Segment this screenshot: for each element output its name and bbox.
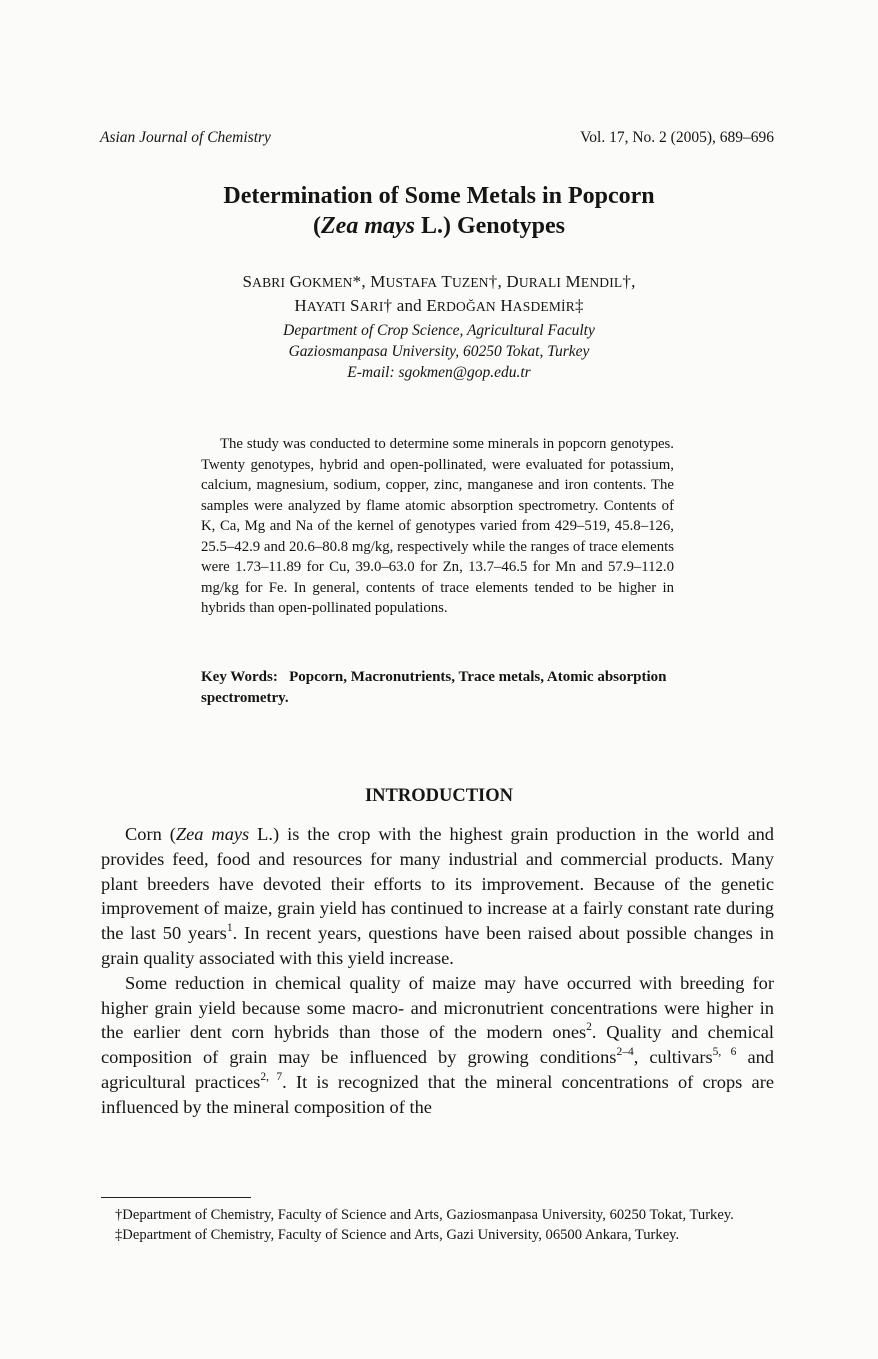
introduction-body xyxy=(101,822,774,1120)
author-mendil: DURALI MENDIL†, xyxy=(506,272,636,291)
keywords-text: Popcorn, Macronutrients, Trace metals, Atomic absorption spectrometry. xyxy=(201,669,667,706)
abstract-text: The study was conducted to determine some minerals in popcorn genotypes. Twenty genotypes, hybrid and open-pollinated, were evaluated for potassium, calcium, magnesium, sodium, copper, zinc, manganese and iron contents. The samples were analyzed by flame atomic absorption spectrometry. Contents of K, Ca, Mg and Na of the kernel of genotypes varied from 429–519, 45.8–126, 25.5–42.9 and 20.6–80.8 mg/kg, respectively while the ranges of trace elements were 1.73–11.89 for Cu, 39.0–63.0 for Zn, 13.7–46.5 for Mn and 57.9–112.0 mg/kg for Fe. In general, contents of trace elements tended to be higher in hybrids than open-pollinated populations. xyxy=(201,436,674,616)
footnote-2: ‡Department of Chemistry, Faculty of Science and Arts, Gazi University, 06500 Ankara, Turkey. xyxy=(115,1226,680,1243)
citation-ref: 1 xyxy=(226,922,233,935)
author-line-2: HAYATI SARI† and ERDOĞAN HASDEMİR‡ xyxy=(294,296,584,315)
section-heading-introduction: INTRODUCTION xyxy=(364,786,514,806)
author-tuzen: MUSTAFA TUZEN†, xyxy=(370,272,507,291)
citation-ref: 2–4 xyxy=(616,1046,634,1059)
author-sari: HAYATI SARI† xyxy=(294,296,397,315)
author-gokmen: SABRI GOKMEN*, xyxy=(242,272,371,291)
citation-ref: 5, 6 xyxy=(712,1046,737,1059)
title-line-1: Determination of Some Metals in Popcorn xyxy=(223,183,655,209)
footnote-1: †Department of Chemistry, Faculty of Science and Arts, Gaziosmanpasa University, 60250 Tokat, Turkey. xyxy=(115,1207,734,1223)
affiliation-email: E-mail: sgokmen@gop.edu.tr xyxy=(347,364,531,381)
author-line-1 xyxy=(0,270,878,294)
keywords xyxy=(201,667,674,708)
paper-title xyxy=(0,181,878,241)
title-species: Zea mays xyxy=(321,213,415,239)
footnotes xyxy=(101,1206,774,1245)
title-line-2: (Zea mays L.) Genotypes xyxy=(313,213,565,239)
author-list xyxy=(0,270,878,318)
affiliation-department: Department of Crop Science, Agricultural Faculty xyxy=(283,322,595,339)
affiliation xyxy=(0,320,878,383)
citation-ref: 2, 7 xyxy=(260,1070,283,1083)
keywords-label: Key Words: xyxy=(201,669,278,685)
affiliation-university: Gaziosmanpasa University, 60250 Tokat, Turkey xyxy=(288,343,590,360)
journal-name: Asian Journal of Chemistry xyxy=(100,129,271,146)
intro-paragraph-1: Corn (Zea mays L.) is the crop with the highest grain production in the world and provides feed, food and resources for many industrial and commercial products. Many plant breeders have devoted their efforts to its improvement. Because of the genetic improvement of maize, grain yield has continued to increase at a fairly constant rate during the last 50 years$^1$. In recent years, questions have been raised about possible changes in grain quality associated with this yield increase. xyxy=(101,824,774,968)
footnote-divider xyxy=(101,1197,251,1198)
citation-ref: 2 xyxy=(586,1021,592,1034)
intro-paragraph-2: Some reduction in chemical quality of maize may have occurred with breeding for higher grain yield because some macro- and micronutrient concentrations were higher in the earlier dent corn hybrids than those of the modern ones$^2$. Quality and chemical composition of grain may be influenced by growing conditions$^{2-4}$, cultivars$^{5, 6}$ and agricultural practices$^{2, 7}$. It is recognized that the mineral concentrations of crops are influenced by the mineral composition of the xyxy=(101,972,775,1117)
author-hasdemir: ERDOĞAN HASDEMİR‡ xyxy=(426,296,584,315)
volume-info: Vol. 17, No. 2 (2005), 689–696 xyxy=(580,129,774,146)
abstract xyxy=(201,434,674,619)
